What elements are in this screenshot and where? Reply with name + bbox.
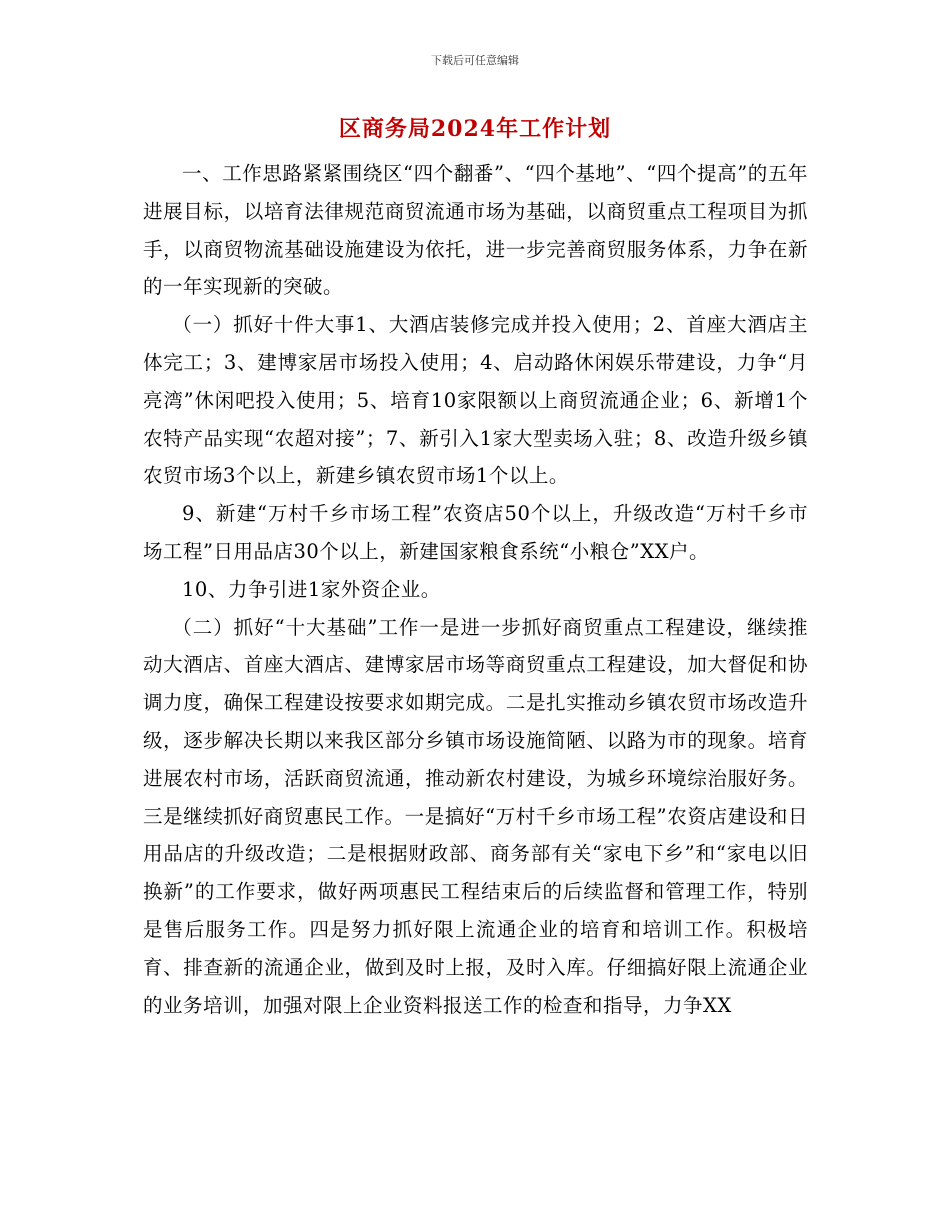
document-title: 区商务局2024年工作计划 — [338, 116, 612, 142]
paragraph-item-10: 10、力争引进1家外资企业。 — [182, 577, 441, 601]
paragraph-work-ideas: 一、工作思路紧紧围绕区“四个翻番”、“四个基地”、“四个提高”的五年进展目标，以培育法律规范商贸流通市场为基础，以商贸重点工程项目为抓手，以商贸物流基础设施建设为依托，进一步完善商贸服务体系，力争在新的一年实现新的突破。 — [143, 162, 808, 299]
paragraph-ten-major-tasks: （一）抓好十件大事1、大酒店装修完成并投入使用；2、首座大酒店主体完工；3、建博家居市场投入使用；4、启动路休闲娱乐带建设，力争“月亮湾”休闲吧投入使用；5、培育10家限额以上商贸流通企业；6、新增1个农特产品实现“农超对接”；7、新引入1家大型卖场入驻；8、改造升级乡镇农贸市场3个以上，新建乡镇农贸市场1个以上。 — [143, 313, 808, 488]
document-body — [143, 155, 808, 1024]
page-header-note: 下载后可任意编辑 — [431, 54, 519, 67]
paragraph-ten-foundations: （二）抓好“十大基础”工作一是进一步抓好商贸重点工程建设，继续推动大酒店、首座大酒店、建博家居市场等商贸重点工程建设，加大督促和协调力度，确保工程建设按要求如期完成。二是扎实推动乡镇农贸市场改造升级，逐步解决长期以来我区部分乡镇市场设施简陋、以路为市的现象。培育进展农村市场，活跃商贸流通，推动新农村建设，为城乡环境综治服好务。三是继续抓好商贸惠民工作。一是搞好“万村千乡市场工程”农资店建设和日用品店的升级改造；二是根据财政部、商务部有关“家电下乡”和“家电以旧换新”的工作要求，做好两项惠民工程结束后的后续监督和管理工作，特别是售后服务工作。四是努力抓好限上流通企业的培育和培训工作。积极培育、排查新的流通企业，做到及时上报，及时入库。仔细搞好限上流通企业的业务培训，加强对限上企业资料报送工作的检查和指导，力争XX — [143, 615, 808, 1017]
paragraph-item-9: 9、新建“万村千乡市场工程”农资店50个以上，升级改造“万村千乡市场工程”日用品店30个以上，新建国家粮食系统“小粮仓”XX户。 — [143, 502, 808, 563]
